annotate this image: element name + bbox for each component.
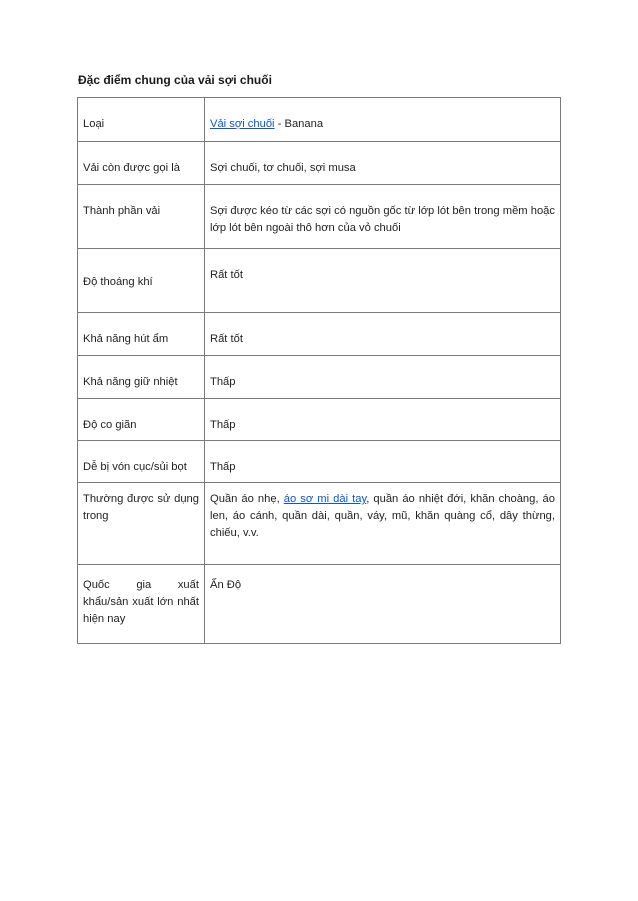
row-label-text: Thành phần vải: [83, 205, 161, 217]
row-label: [78, 313, 205, 356]
row-value-suffix: - Banana: [274, 118, 324, 130]
row-value: [205, 356, 561, 399]
table-row: [78, 565, 561, 644]
row-label-text: Loại: [83, 118, 105, 130]
long-sleeve-shirt-link[interactable]: áo sơ mi dài tay: [283, 493, 367, 505]
row-label: [78, 441, 205, 483]
table-row: [78, 313, 561, 356]
row-label-text: Dễ bị vón cục/sủi bọt: [83, 461, 187, 473]
properties-table: [77, 97, 561, 644]
table-row: [78, 185, 561, 249]
row-label: [78, 483, 205, 565]
row-label: [78, 565, 205, 644]
row-value: [205, 142, 561, 185]
row-value-text: Thấp: [210, 419, 236, 431]
row-label-text: Thường được sử dụng trong: [83, 493, 199, 522]
row-label-text: Vải còn được gọi là: [83, 162, 180, 174]
row-label: [78, 142, 205, 185]
table-row: [78, 483, 561, 565]
row-value-prefix: Quần áo nhẹ,: [210, 493, 284, 505]
row-label-text: Khả năng hút ẩm: [83, 333, 169, 345]
row-label-text: Quốc gia xuất khẩu/sản xuất lớn nhất hiện nay: [83, 579, 199, 625]
row-value-text: Ấn Độ: [210, 579, 242, 591]
table-row: [78, 249, 561, 313]
row-label: [78, 399, 205, 441]
row-label-text: Khả năng giữ nhiệt: [83, 376, 178, 388]
row-value-suffix: , quần áo nhiệt đới, khăn choàng, áo len, áo cánh, quần dài, quần, váy, mũ, khăn quàng cổ, dây thừng, chiếu, v.v.: [210, 493, 555, 539]
row-value: [205, 399, 561, 441]
row-value-text: Rất tốt: [210, 333, 243, 345]
row-value-text: Sợi chuối, tơ chuối, sợi musa: [210, 162, 356, 174]
table-row: [78, 142, 561, 185]
table-row: [78, 441, 561, 483]
row-value-text: Rất tốt: [210, 269, 243, 281]
banana-fabric-link[interactable]: Vải sợi chuối: [210, 118, 275, 130]
row-value-text: Sợi được kéo từ các sợi có nguồn gốc từ lớp lót bên trong mềm hoặc lớp lót bên ngoài thô hơn của vỏ chuối: [210, 205, 555, 234]
page-title: Đặc điểm chung của vải sợi chuối: [78, 73, 272, 87]
table-row: [78, 356, 561, 399]
row-label: [78, 98, 205, 142]
row-value-text: Thấp: [210, 461, 236, 473]
table-row: [78, 399, 561, 441]
row-value: [205, 565, 561, 644]
row-value: [205, 313, 561, 356]
row-label: [78, 356, 205, 399]
row-label-text: Độ co giãn: [83, 419, 137, 431]
row-value: [205, 483, 561, 565]
row-value: [205, 185, 561, 249]
row-value: [205, 441, 561, 483]
table-row: [78, 98, 561, 142]
row-value: [205, 98, 561, 142]
row-label: [78, 249, 205, 313]
row-label-text: Độ thoáng khí: [83, 276, 153, 288]
row-value: [205, 249, 561, 313]
row-label: [78, 185, 205, 249]
row-value-text: Thấp: [210, 376, 236, 388]
